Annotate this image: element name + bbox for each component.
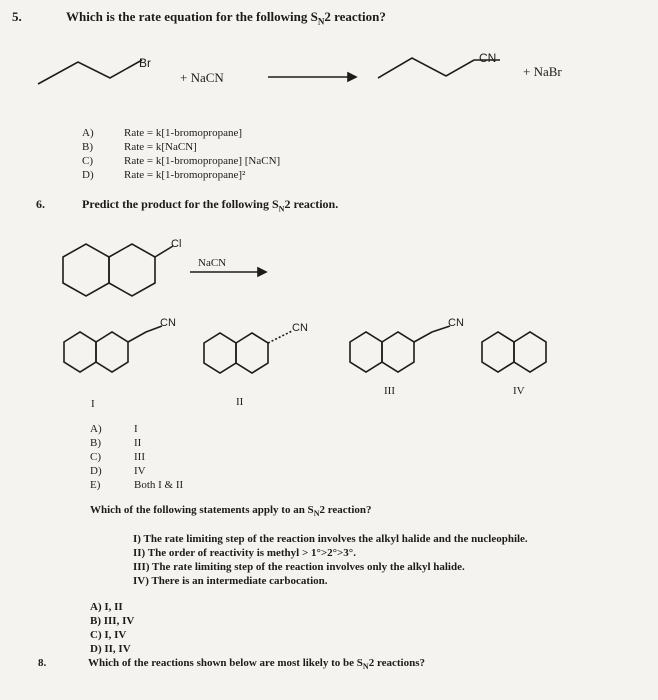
reactant-ring-left xyxy=(63,244,109,296)
q5-option-d-text: Rate = k[1-bromopropane]² xyxy=(124,169,246,181)
q7-question: Which of the following statements apply to an $S_N2$ reaction? xyxy=(90,504,372,519)
q6-option-d-text: IV xyxy=(134,465,146,477)
product-i-label: I xyxy=(91,398,95,410)
q6-option-a-letter: A) xyxy=(90,423,102,435)
product-iv-label: IV xyxy=(513,385,525,397)
q6-option-c-letter: C) xyxy=(90,451,101,463)
q7-statement-3: III) The rate limiting step of the reaction involves only the alkyl halide. xyxy=(133,561,465,573)
product-iv-ring-right xyxy=(514,332,546,372)
q5-question: Which is the rate equation for the following $S_N2$ reaction? xyxy=(66,9,386,27)
product-iii-ring-left xyxy=(350,332,382,372)
q5-byproduct: + NaBr xyxy=(523,64,562,79)
bromo-label: Br xyxy=(139,56,151,70)
q5-option-c-letter: C) xyxy=(82,155,93,167)
q6-option-d-letter: D) xyxy=(90,465,102,477)
reactant-ring-right xyxy=(109,244,155,296)
product-ii-cn-label: CN xyxy=(292,322,308,334)
q6-question: Predict the product for the following $S_N2$ reaction. xyxy=(82,197,339,214)
q5-option-d-letter: D) xyxy=(82,169,94,181)
q5-option-a-text: Rate = k[1-bromopropane] xyxy=(124,127,242,139)
q5-option-c-text: Rate = k[1-bromopropane] [NaCN] xyxy=(124,155,281,167)
q8-number: 8. xyxy=(38,657,47,669)
product-iv-ring-left xyxy=(482,332,514,372)
q6-option-b-text: II xyxy=(134,437,142,449)
q6-reagent: NaCN xyxy=(198,257,227,269)
product-ii-label: II xyxy=(236,396,244,408)
product-iii-ring-right xyxy=(382,332,414,372)
q7-option-b: B) III, IV xyxy=(90,615,135,627)
product-i-cn-label: CN xyxy=(160,317,176,329)
q5-option-b-letter: B) xyxy=(82,141,93,153)
q5-reagent: + NaCN xyxy=(180,70,224,85)
q6-option-e-letter: E) xyxy=(90,479,101,491)
q5-option-b-text: Rate = k[NaCN] xyxy=(124,141,197,153)
q5-option-a-letter: A) xyxy=(82,127,94,139)
q7-statement-4: IV) There is an intermediate carbocation. xyxy=(133,575,328,587)
q8-question: Which of the reactions shown below are most likely to be $S_N2$ reactions? xyxy=(88,657,426,672)
q7-statement-2: II) The order of reactivity is methyl > 1°>2°>3°. xyxy=(133,547,356,559)
q7-option-c: C) I, IV xyxy=(90,629,127,641)
product-iii-label: III xyxy=(384,385,395,397)
q5-number: 5. xyxy=(12,9,22,24)
product-i-ring-right xyxy=(96,332,128,372)
chloro-label: Cl xyxy=(171,238,182,250)
product-iii-cn-label: CN xyxy=(448,317,464,329)
q6-option-c-text: III xyxy=(134,451,145,463)
q6-number: 6. xyxy=(36,197,45,211)
product-i-ring-left xyxy=(64,332,96,372)
q6-option-b-letter: B) xyxy=(90,437,101,449)
q7-option-a: A) I, II xyxy=(90,601,123,613)
product-ii-ring-left xyxy=(204,333,236,373)
product-ii-ring-right xyxy=(236,333,268,373)
q7-option-d: D) II, IV xyxy=(90,643,131,655)
q6-option-e-text: Both I & II xyxy=(134,479,184,491)
cyano-label: CN xyxy=(479,51,497,65)
q7-statement-1: I) The rate limiting step of the reaction involves the alkyl halide and the nucleophile. xyxy=(133,533,528,545)
q6-option-a-text: I xyxy=(134,423,138,435)
